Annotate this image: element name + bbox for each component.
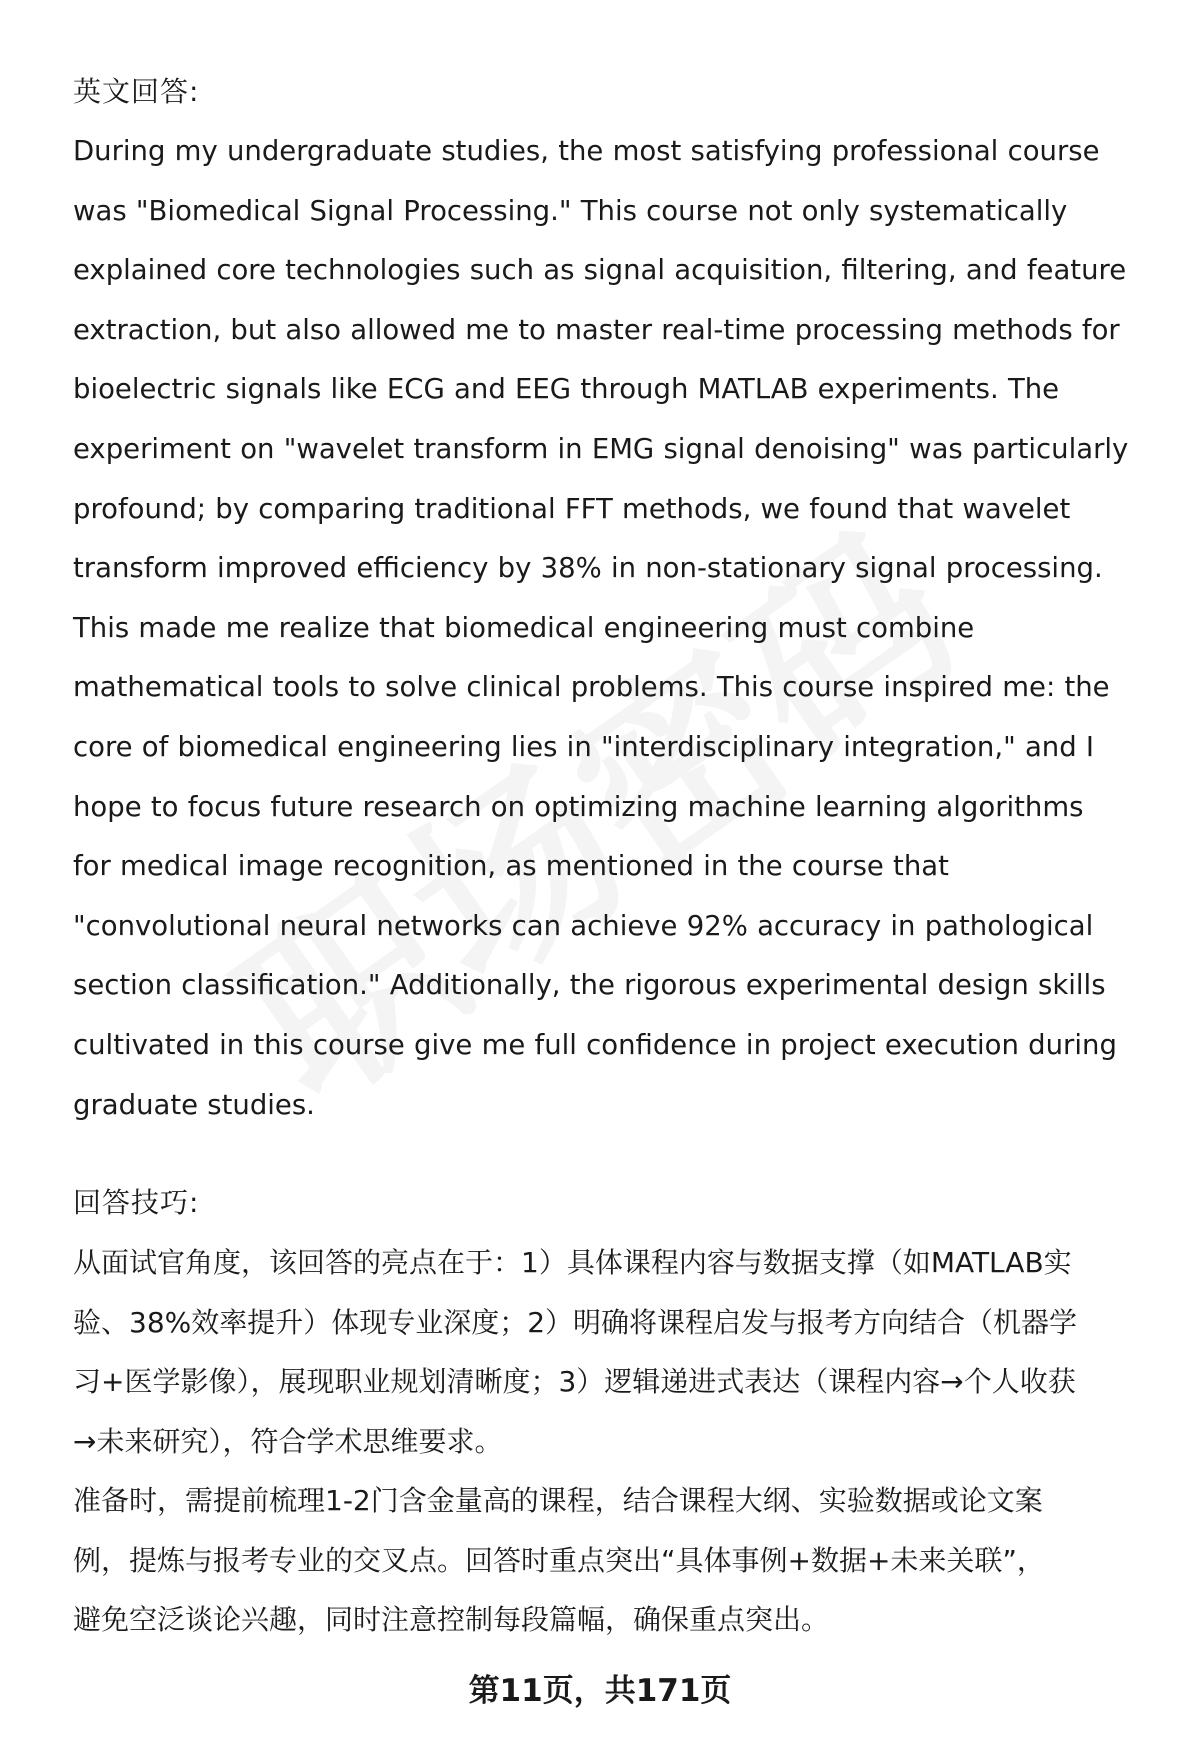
answer-line: cultivated in this course give me full confidence in project execution during bbox=[73, 1028, 1117, 1061]
answer-line: for medical image recognition, as mentioned in the course that bbox=[73, 850, 949, 883]
tips-section-label: 回答技巧: bbox=[73, 1186, 200, 1220]
answer-line: section classification." Additionally, the rigorous experimental design skills bbox=[73, 969, 1106, 1002]
answer-line: transform improved efficiency by 38% in non-stationary signal processing. bbox=[73, 552, 1103, 585]
tips-line: 习+医学影像），展现职业规划清晰度；3）逻辑递进式表达（课程内容→个人收获 bbox=[73, 1365, 1076, 1399]
answer-line: "convolutional neural networks can achieve 92% accuracy in pathological bbox=[73, 909, 1094, 942]
answer-line: graduate studies. bbox=[73, 1088, 315, 1121]
answer-line: experiment on "wavelet transform in EMG signal denoising" was particularly bbox=[73, 432, 1129, 465]
tips-paragraph bbox=[73, 1233, 1153, 1650]
tips-line: 从面试官角度，该回答的亮点在于：1）具体课程内容与数据支撑（如MATLAB实 bbox=[73, 1246, 1072, 1280]
tips-line: 例，提炼与报考专业的交叉点。回答时重点突出“具体事例+数据+未来关联”， bbox=[73, 1543, 1045, 1577]
answer-line: mathematical tools to solve clinical problems. This course inspired me: the bbox=[73, 671, 1110, 704]
tips-line: 验、38%效率提升）体现专业深度；2）明确将课程启发与报考方向结合（机器学 bbox=[73, 1305, 1078, 1339]
page-content bbox=[73, 62, 1153, 1650]
page-number: 第11页，共171页 bbox=[468, 1673, 732, 1709]
answer-line: extraction, but also allowed me to master real-time processing methods for bbox=[73, 313, 1120, 346]
tips-line: →未来研究），符合学术思维要求。 bbox=[73, 1424, 503, 1458]
answer-paragraph bbox=[73, 122, 1153, 1135]
answer-line: This made me realize that biomedical engineering must combine bbox=[73, 611, 975, 644]
answer-line: core of biomedical engineering lies in "interdisciplinary integration," and I bbox=[73, 730, 1095, 763]
answer-line: explained core technologies such as signal acquisition, filtering, and feature bbox=[73, 254, 1127, 287]
tips-line: 避免空泛谈论兴趣，同时注意控制每段篇幅，确保重点突出。 bbox=[73, 1603, 830, 1637]
answer-line: was "Biomedical Signal Processing." This course not only systematically bbox=[73, 194, 1068, 227]
tips-line: 准备时，需提前梳理1-2门含金量高的课程，结合课程大纲、实验数据或论文案 bbox=[73, 1484, 1043, 1518]
answer-line: profound; by comparing traditional FFT methods, we found that wavelet bbox=[73, 492, 1071, 525]
answer-line: hope to focus future research on optimizing machine learning algorithms bbox=[73, 790, 1084, 823]
answer-section-label: 英文回答: bbox=[73, 75, 200, 108]
answer-line: bioelectric signals like ECG and EEG through MATLAB experiments. The bbox=[73, 373, 1060, 406]
answer-line: During my undergraduate studies, the most satisfying professional course bbox=[73, 135, 1100, 167]
